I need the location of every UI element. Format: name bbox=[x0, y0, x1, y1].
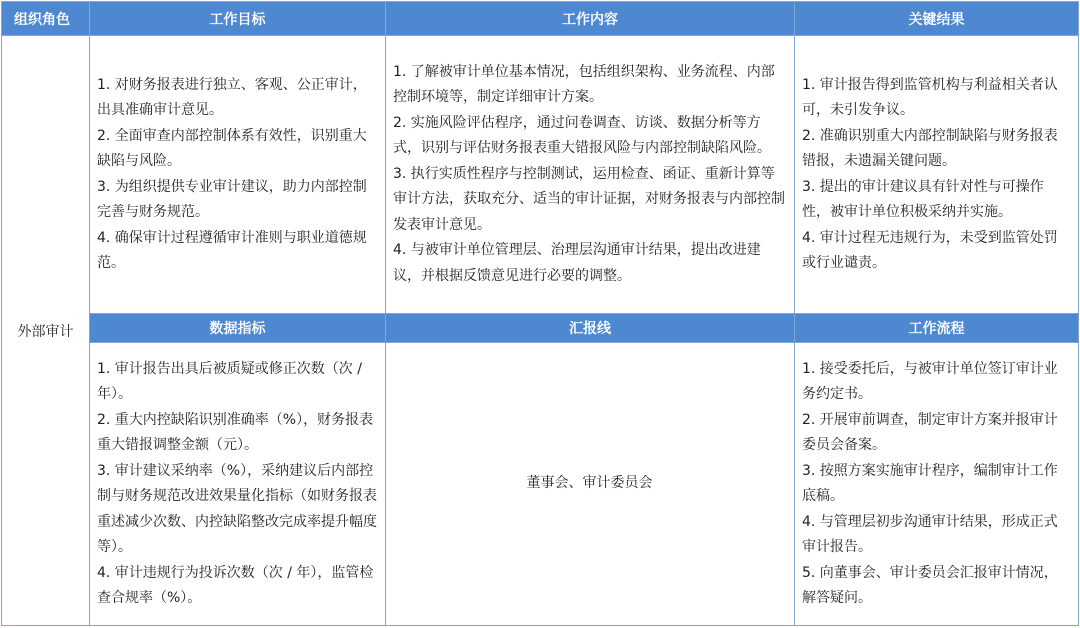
header-goals: 工作目标 bbox=[90, 2, 386, 36]
results-cell bbox=[795, 36, 1079, 314]
header-reporting: 汇报线 bbox=[386, 314, 795, 343]
goal-item: 3. 为组织提供专业审计建议，助力内部控制完善与财务规范。 bbox=[97, 178, 367, 220]
header-row-bottom bbox=[2, 314, 1079, 343]
result-item: 2. 准确识别重大内部控制缺陷与财务报表错报，未遗漏关键问题。 bbox=[802, 127, 1058, 169]
header-content: 工作内容 bbox=[386, 2, 795, 36]
goal-item: 4. 确保审计过程遵循审计准则与职业道德规范。 bbox=[97, 229, 367, 271]
metric-item: 4. 审计违规行为投诉次数（次 / 年），监管检查合规率（%）。 bbox=[97, 564, 374, 606]
workflow-item: 2. 开展审前调查，制定审计方案并报审计委员会备案。 bbox=[802, 411, 1058, 453]
goals-cell bbox=[90, 36, 386, 314]
metrics-cell bbox=[90, 343, 386, 626]
workflow-cell bbox=[795, 343, 1079, 626]
result-item: 3. 提出的审计建议具有针对性与可操作性，被审计单位积极采纳并实施。 bbox=[802, 178, 1044, 220]
row-bottom bbox=[2, 343, 1079, 626]
metric-item: 3. 审计建议采纳率（%），采纳建议后内部控制与财务规范改进效果量化指标（如财务报表重述减少次数、内控缺陷整改完成率提升幅度等）。 bbox=[97, 462, 377, 555]
header-metrics: 数据指标 bbox=[90, 314, 386, 343]
content-item: 1. 了解被审计单位基本情况，包括组织架构、业务流程、内部控制环境等，制定详细审计方案。 bbox=[393, 63, 775, 106]
goal-item: 2. 全面审查内部控制体系有效性，识别重大缺陷与风险。 bbox=[97, 127, 367, 169]
goal-item: 1. 对财务报表进行独立、客观、公正审计，出具准确审计意见。 bbox=[97, 76, 367, 118]
row-top bbox=[2, 36, 1079, 314]
result-item: 4. 审计过程无违规行为，未受到监管处罚或行业谴责。 bbox=[802, 229, 1058, 271]
metric-item: 1. 审计报告出具后被质疑或修正次数（次 / 年）。 bbox=[97, 360, 362, 402]
content-item: 4. 与被审计单位管理层、治理层沟通审计结果，提出改进建议，并根据反馈意见进行必要的调整。 bbox=[393, 242, 761, 284]
workflow-item: 5. 向董事会、审计委员会汇报审计情况，解答疑问。 bbox=[802, 564, 1058, 606]
content-cell bbox=[386, 36, 795, 314]
workflow-item: 3. 按照方案实施审计程序，编制审计工作底稿。 bbox=[802, 462, 1058, 504]
workflow-item: 4. 与管理层初步沟通审计结果，形成正式审计报告。 bbox=[802, 513, 1058, 555]
role-cell: 外部审计 bbox=[2, 36, 90, 626]
header-workflow: 工作流程 bbox=[795, 314, 1079, 343]
workflow-item: 1. 接受委托后，与被审计单位签订审计业务约定书。 bbox=[802, 360, 1058, 402]
content-item: 3. 执行实质性程序与控制测试，运用检查、函证、重新计算等审计方法，获取充分、适当的审计证据，对财务报表与内部控制发表审计意见。 bbox=[393, 165, 785, 233]
audit-role-table bbox=[1, 1, 1079, 626]
header-row-top bbox=[2, 2, 1079, 36]
metric-item: 2. 重大内控缺陷识别准确率（%），财务报表重大错报调整金额（元）。 bbox=[97, 411, 374, 453]
reporting-cell: 董事会、审计委员会 bbox=[386, 343, 795, 626]
result-item: 1. 审计报告得到监管机构与利益相关者认可，未引发争议。 bbox=[802, 76, 1058, 118]
header-role: 组织角色 bbox=[2, 2, 90, 36]
content-item: 2. 实施风险评估程序，通过问卷调查、访谈、数据分析等方式，识别与评估财务报表重大错报风险与内部控制缺陷风险。 bbox=[393, 114, 771, 157]
header-results: 关键结果 bbox=[795, 2, 1079, 36]
